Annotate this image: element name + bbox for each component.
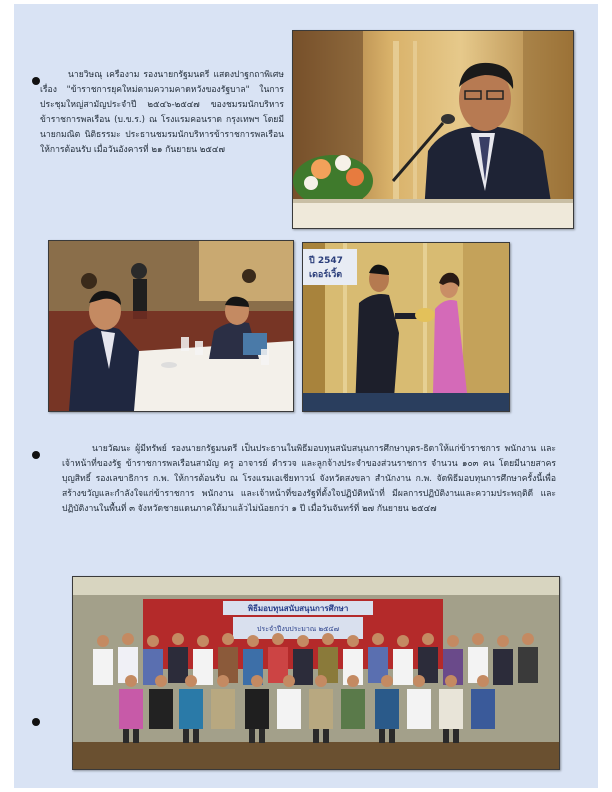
group-banner-title: พิธีมอบทุนสนับสนุนการศึกษา bbox=[247, 604, 349, 613]
stage-banner-text-2: เดอร์เวิ้ต bbox=[309, 270, 343, 280]
speaker-photo-art bbox=[293, 31, 573, 228]
guests-table-photo-art bbox=[49, 241, 293, 411]
group-banner-subtitle: ประจำปีงบประมาณ ๒๕๔๗ bbox=[256, 625, 340, 633]
award-presentation-photo-art bbox=[303, 243, 509, 411]
speaker-photo bbox=[292, 30, 574, 229]
award-presentation-photo bbox=[302, 242, 510, 412]
stage-banner-text: ปี 2547 bbox=[309, 256, 343, 266]
bullet-1 bbox=[32, 77, 40, 85]
document-page bbox=[14, 4, 598, 788]
guests-table-photo bbox=[48, 240, 294, 412]
bullet-3 bbox=[32, 718, 40, 726]
group-photo-art bbox=[73, 577, 559, 769]
group-photo bbox=[72, 576, 560, 770]
paragraph-1: นายวิษณุ เครืองาม รองนายกรัฐมนตรี แสดงปาฐกถาพิเศษเรื่อง "ข้าราชการยุคใหม่ตามความคาดหวังของรัฐบาล" ในการประชุมใหญ่สามัญประจำปี ๒๕๔๖-๒๕๔๗ ของชมรมนักบริหารข้าราชการพลเรือน (บ.ข.ร.) ณ โรงแรมคอนราด กรุงเทพฯ โดยมีนายกมณิต นิติธรรมะ ประธานชมรมนักบริหารข้าราชการพลเรือน ให้การต้อนรับ เมื่อวันอังคารที่ ๒๑ กันยายน ๒๕๔๗ bbox=[40, 70, 284, 155]
paragraph-2: นายวัฒนะ ผู้มีทรัพย์ รองนายกรัฐมนตรี เป็นประธานในพิธีมอบทุนสนับสนุนการศึกษาบุตร-ธิดาให้แก่ข้าราชการ พนักงาน และเจ้าหน้าที่ของรัฐ ข้าราชการพลเรือนสามัญ ครู อาจารย์ ตำรวจ และลูกจ้างประจำของส่วนราชการ จำนวน ๑๐๓ คน โดยมีนายสาคร บุญสิทธิ์ รองเลขาธิการ ก.พ. ให้การต้อนรับ ณ โรงแรมเอเชียทาวน์ จังหวัดสงขลา สำนักงาน ก.พ. จัดพิธีมอบทุนการศึกษาครั้งนี้เพื่อสร้างขวัญและกำลังใจแก่ข้าราชการ พนักงาน และเจ้าหน้าที่ของรัฐที่ตั้งใจปฏิบัติหน้าที่ มีผลการปฏิบัติงานและความประพฤติดี และปฏิบัติงานในพื้นที่ ๓ จังหวัดชายแดนภาคใต้มาแล้วไม่น้อยกว่า ๑ ปี เมื่อวันจันทร์ที่ ๒๗ กันยายน ๒๕๔๗ bbox=[62, 444, 556, 514]
bullet-2 bbox=[32, 451, 40, 459]
